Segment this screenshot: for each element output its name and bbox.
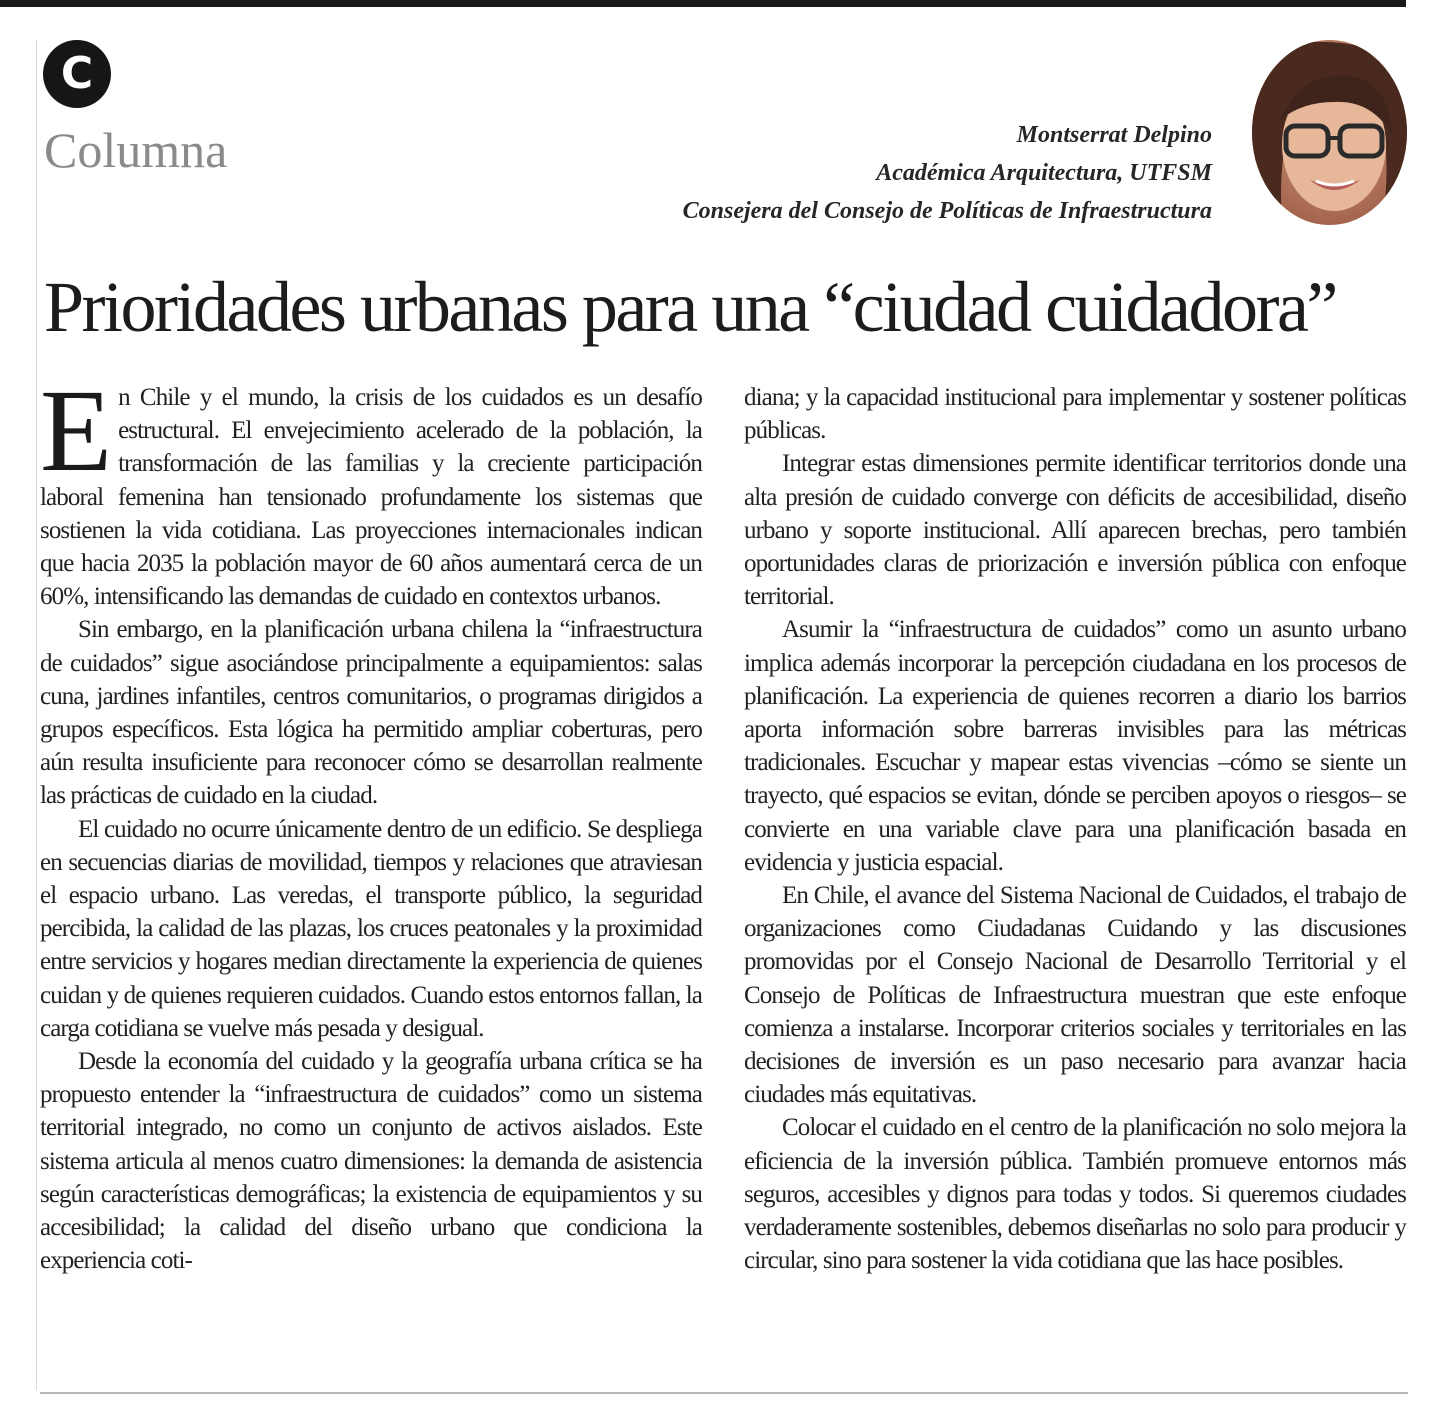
top-rule: [0, 0, 1406, 7]
author-byline: [683, 116, 1212, 230]
drop-cap: E: [40, 365, 113, 496]
paragraph: Desde la economía del cuidado y la geografía urbana crítica se ha propuesto entender la “infraestructura de cuidados” como un sistema territorial integrado, no como un conjunto de activos aislados. Este sistema articula al menos cuatro dimensiones: la demanda de asistencia según características demográficas; la existencia de equipamientos y su accesibilidad; la calidad del diseño urbano que condiciona la experiencia coti-: [40, 1048, 702, 1275]
left-margin-rule: [36, 40, 37, 1390]
author-name: Montserrat Delpino: [1016, 122, 1212, 148]
paragraph: Sin embargo, en la planificación urbana chilena la “infraestructura de cuidados” sigue asociándose principalmente a equipamientos: salas cuna, jardines infantiles, centros comunitarios, o programas dirigidos a grupos específicos. Esta lógica ha permitido ampliar coberturas, pero aún resulta insuficiente para reconocer cómo se desarrollan realmente las prácticas de cuidado en la ciudad.: [40, 616, 702, 810]
paragraph: Asumir la “infraestructura de cuidados” como un asunto urbano implica además incorporar la percepción ciudadana en los procesos de planificación. La experiencia de quienes recorren a diario los barrios aporta información sobre barreras invisibles para las métricas tradicionales. Escuchar y mapear estas vivencias –cómo se siente un trayecto, qué espacios se evitan, dónde se perciben apoyos o riesgos– se convierte en una variable clave para una planificación basada en evidencia y justicia espacial.: [744, 616, 1406, 876]
paragraph: Colocar el cuidado en el centro de la planificación no solo mejora la eficiencia de la inversión pública. También promueve entornos más seguros, accesibles y dignos para todas y todos. Si queremos ciudades verdaderamente sostenibles, debemos diseñarlas no solo para producir y circular, sino para sostener la vida cotidiana que las hace posibles.: [744, 1114, 1406, 1275]
article-column-right: [744, 381, 1406, 1277]
author-affiliation: Consejera del Consejo de Políticas de Infraestructura: [682, 198, 1212, 224]
column-badge: C: [43, 40, 111, 108]
paragraph: Integrar estas dimensiones permite identificar territorios donde una alta presión de cuidado converge con déficits de accesibilidad, diseño urbano y soporte institucional. Allí aparecen brechas, pero también oportunidades claras de priorización e inversión pública con enfoque territorial.: [744, 450, 1406, 611]
bottom-rule: [40, 1392, 1408, 1394]
headline: Prioridades urbanas para una “ciudad cuidadora”: [44, 267, 1336, 347]
paragraph: diana; y la capacidad institucional para implementar y sostener políticas públicas.: [744, 384, 1406, 445]
paragraph: El cuidado no ocurre únicamente dentro de un edificio. Se despliega en secuencias diarias de movilidad, tiempos y relaciones que atraviesan el espacio urbano. Las veredas, el transporte público, la seguridad percibida, la calidad de las plazas, los cruces peatonales y la proximidad entre servicios y hogares median directamente la experiencia de quienes cuidan y de quienes requieren cuidados. Cuando estos entornos fallan, la carga cotidiana se vuelve más pesada y desigual.: [40, 815, 702, 1042]
article-column-left: [40, 365, 702, 1277]
paragraph: En Chile y el mundo, la crisis de los cuidados es un desafío estructural. El envejecimiento acelerado de la población, la transformación de las familias y la creciente participación laboral femenina han tensionado profundamente los sistemas que sostienen la vida cotidiana. Las proyecciones internacionales indican que hacia 2035 la población mayor de 60 años aumentará cerca de un 60%, intensificando las demandas de cuidado en contextos urbanos.: [40, 365, 702, 611]
author-photo: [1252, 40, 1407, 225]
author-role: Académica Arquitectura, UTFSM: [876, 160, 1212, 186]
section-label: Columna: [44, 122, 228, 178]
paragraph: En Chile, el avance del Sistema Nacional de Cuidados, el trabajo de organizaciones como Ciudadanas Cuidando y las discusiones promovidas por el Consejo Nacional de Desarrollo Territorial y el Consejo de Políticas de Infraestructura muestran que este enfoque comienza a instalarse. Incorporar criterios sociales y territoriales en las decisiones de inversión es un paso necesario para avanzar hacia ciudades más equitativas.: [744, 882, 1406, 1109]
author-portrait-image: [1252, 40, 1407, 225]
